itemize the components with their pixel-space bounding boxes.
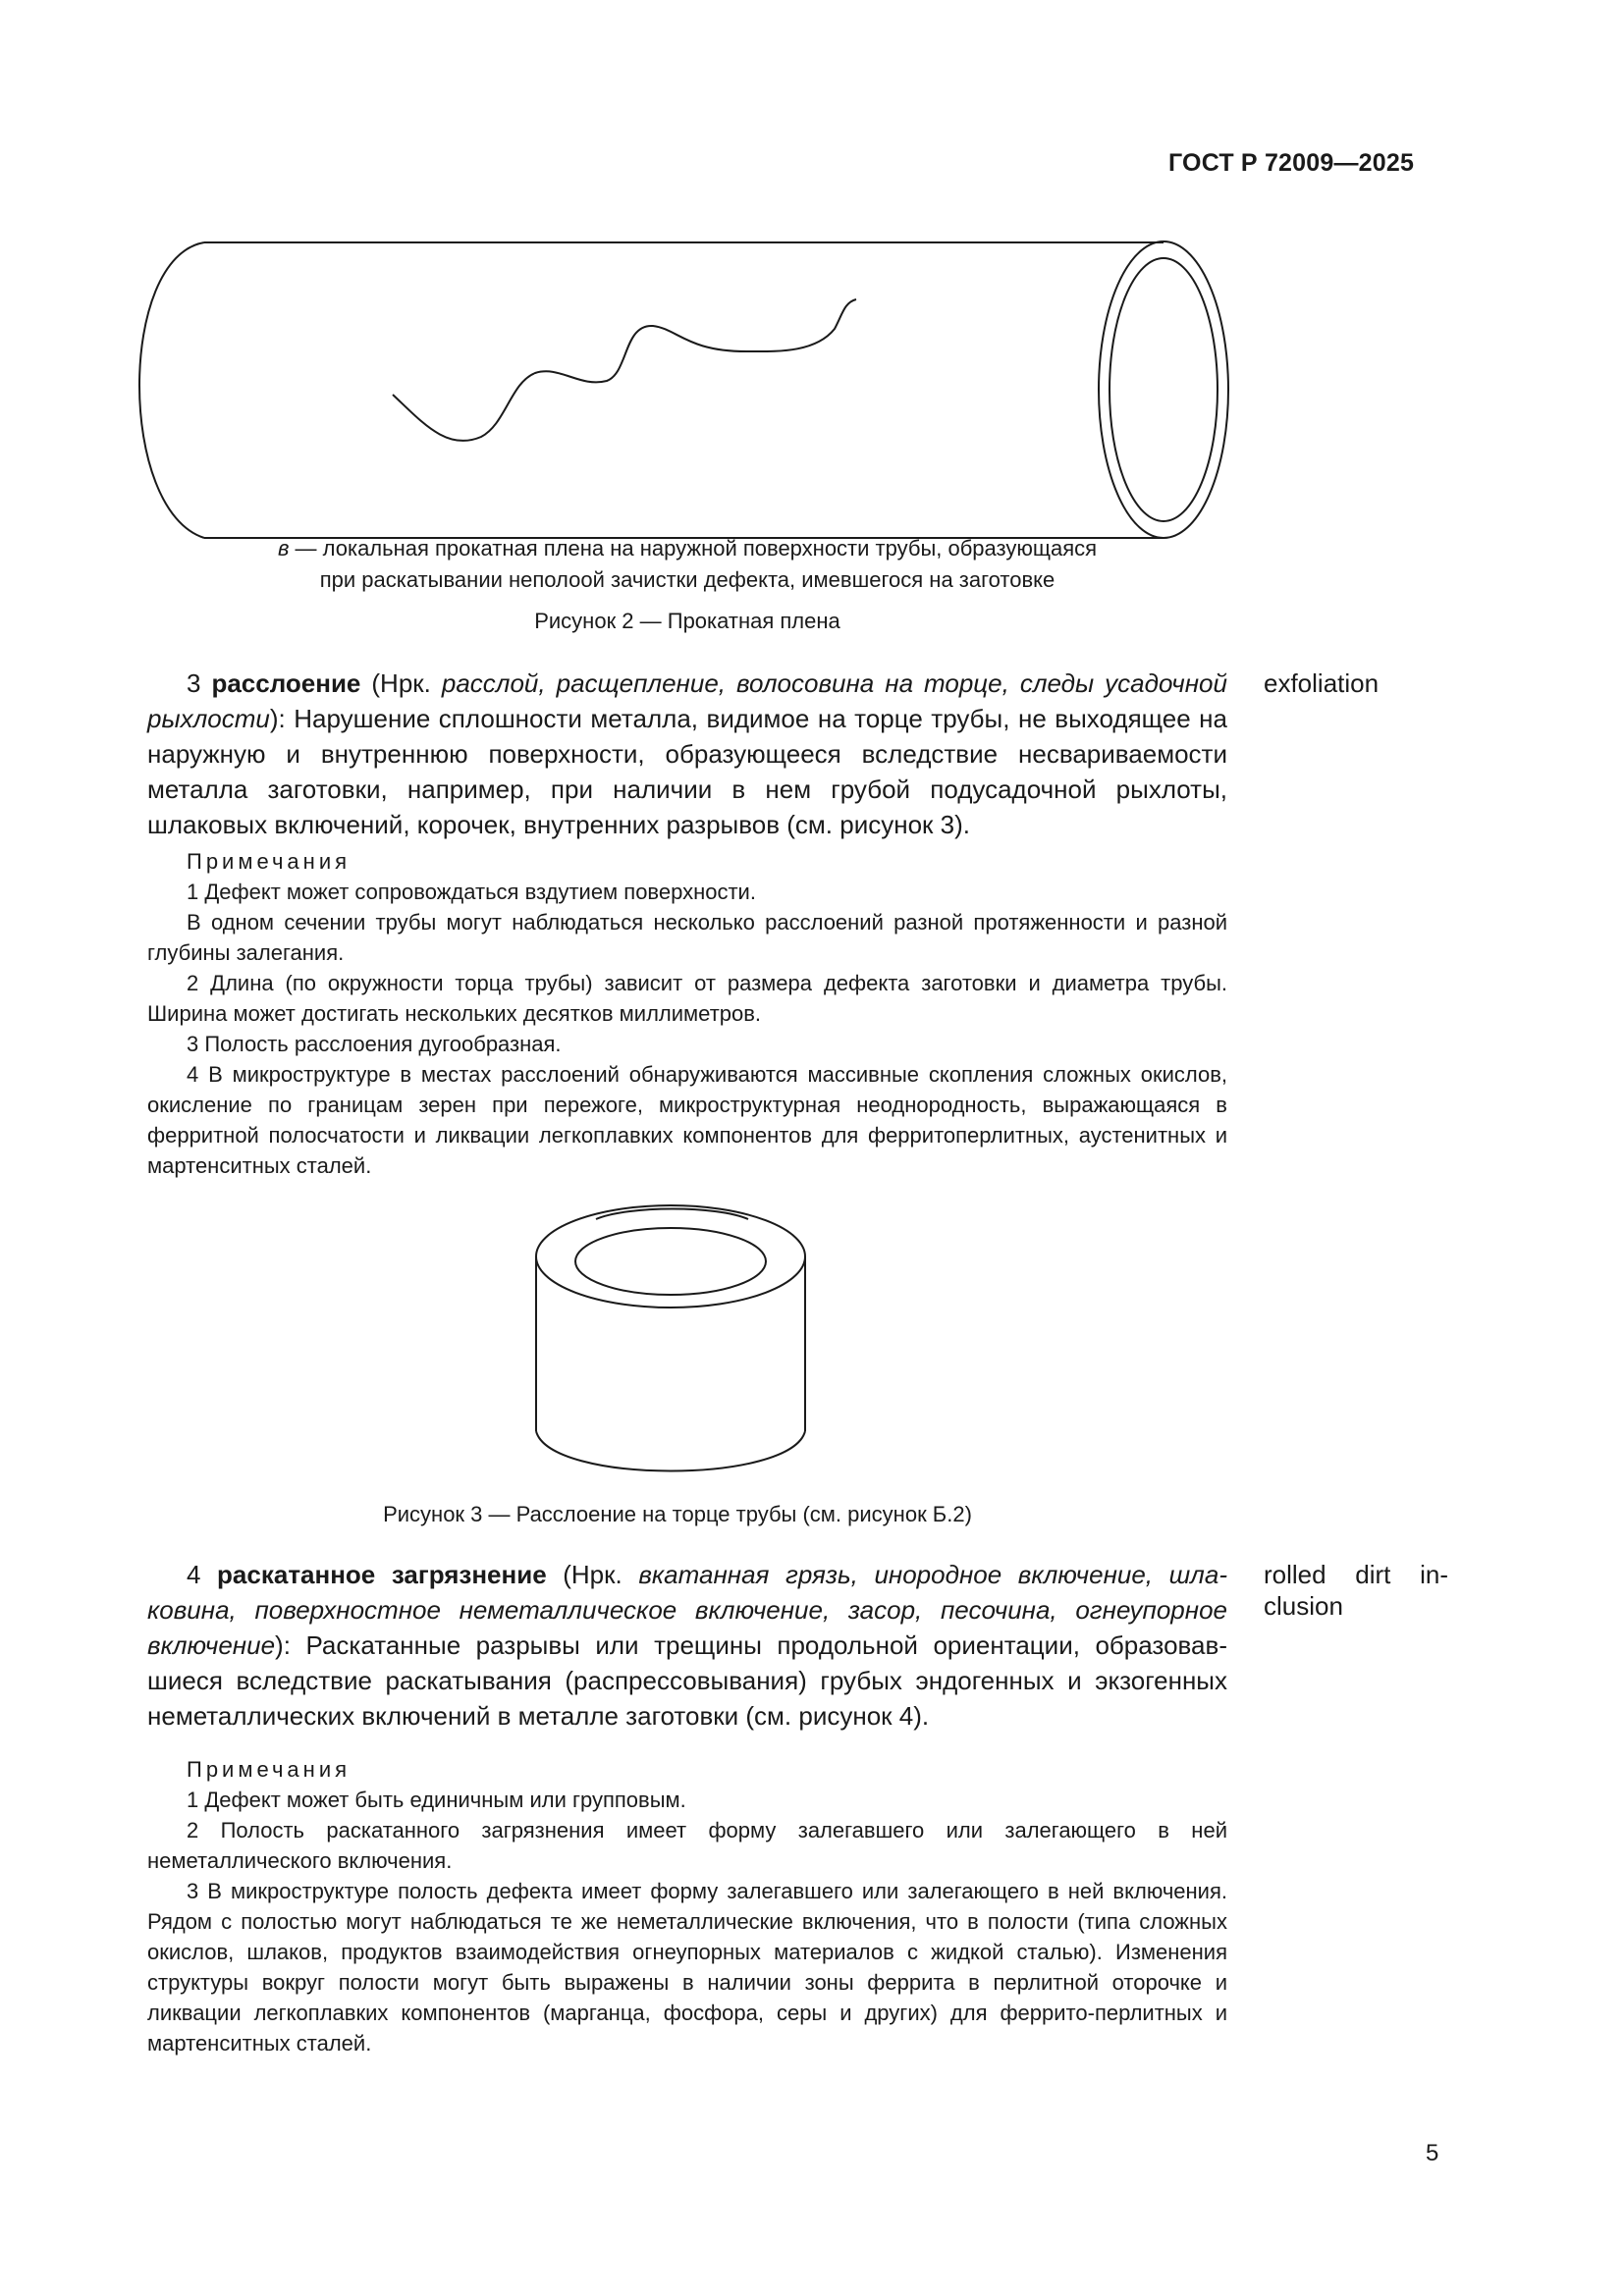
term-4-name: раскатанное загрязнение [217,1560,547,1589]
figure-2-title: Рисунок 2 — Прокатная плена [534,609,840,633]
term-4-note-3: 3 В микроструктуре полость дефекта имеет форму залегавшего или залегающего в ней включения. Рядом с полостью могут наблюдаться те же неметаллические включения, что в полости (типа сложных окислов, шлаков, продуктов взаимодействия огнеупорных материалов с жидкой сталью). Изменения структуры вокруг полости могут быть выражены в наличии зоны феррита в перлитной оторочке и ликвации легкоплавких компонентов (марганца, фосфора, серы и других) для феррито-перлитных и мартенситных сталей. [147,1879,1227,2056]
term-3-note-3: 3 Полость расслоения дугообразная. [187,1032,562,1056]
term-4-note-1: 1 Дефект может быть единичным или групповым. [187,1788,686,1812]
term-3-definition [147,666,1227,842]
term-4-note-2: 2 Полость раскатанного загрязнения имеет форму залегавшего или залегающего в ней неметаллического включения. [147,1818,1227,1873]
document-id: ГОСТ Р 72009—2025 [1168,149,1415,177]
term-4-notes [147,1754,1227,2058]
term-3-number: 3 [187,668,201,698]
term-4-definition-text: ): Раскатанные разрывы или трещины продольной ориентации, образовавшиеся вследствие раскатывания (распрессовывания) грубых эндогенных и экзогенных неметаллических включений в металле заготовки (см. рисунок 4). [147,1630,1227,1731]
term-4-npk-terms: вкатанная грязь, инородное включение, шлаковина, поверхностное неметаллическое включение, засор, песочина, огнеупорное включение [147,1560,1227,1660]
term-3-npk-open: (Нрк. [360,668,442,698]
term-4-notes-heading: Примечания [187,1757,352,1782]
figure-3-ring-drawing [0,1198,1624,1492]
subcaption-line-2: при раскатывании неполоой зачистки дефекта, имевшегося на заготовке [319,567,1056,592]
term-4-npk-open: (Нрк. [546,1560,639,1589]
term-3-npk-terms: расслой, расщепление, волосовина на торце, следы усадочной рыхлости [147,668,1227,733]
term-3-notes-heading: Примечания [187,849,352,874]
figure-2-pipe-drawing [0,0,1624,550]
term-3-definition-text: ): Нарушение сплошности металла, видимое на торце трубы, не выходящее на наружную и внутреннюю поверхности, образующееся вследствие несвариваемости металла заготовки, например, при наличии в нем грубой подусадочной рыхлоты, шлаковых включений, корочек, внутренних разрывов (см. рисунок 3). [147,704,1227,839]
term-3-english: exfoliation [1264,668,1380,698]
figure-2-subcaption [157,533,1218,596]
term-4-definition [147,1557,1227,1734]
term-4-number: 4 [187,1560,201,1589]
term-4-english: rolled dirt inclusion [1264,1560,1448,1621]
term-3-note-1b: В одном сечении трубы могут наблюдаться несколько расслоений разной протяженности и разной глубины залегания. [147,910,1227,965]
term-3-note-4: 4 В микроструктуре в местах расслоений обнаруживаются массивные скопления сложных окислов, окисление по границам зерен при пережоге, микроструктурная неоднородность, выражающаяся в ферритной полосчатости и ликвации легкоплавких компонентов для ферритоперлитных, аустенитных и мартенситных сталей. [147,1062,1227,1178]
term-3-note-2: 2 Длина (по окружности торца трубы) зависит от размера дефекта заготовки и диаметра трубы. Ширина может достигать нескольких десятков миллиметров. [147,971,1227,1026]
page-number: 5 [1426,2140,1439,2166]
term-3-name: расслоение [211,668,361,698]
figure-3-title: Рисунок 3 — Расслоение на торце трубы (см. рисунок Б.2) [383,1502,972,1526]
term-3-notes [147,846,1227,1181]
subcaption-line-1: — локальная прокатная плена на наружной поверхности трубы, образующаяся [289,536,1098,561]
term-3-note-1: 1 Дефект может сопровождаться вздутием поверхности. [187,880,756,904]
subcaption-label: в [277,536,290,561]
